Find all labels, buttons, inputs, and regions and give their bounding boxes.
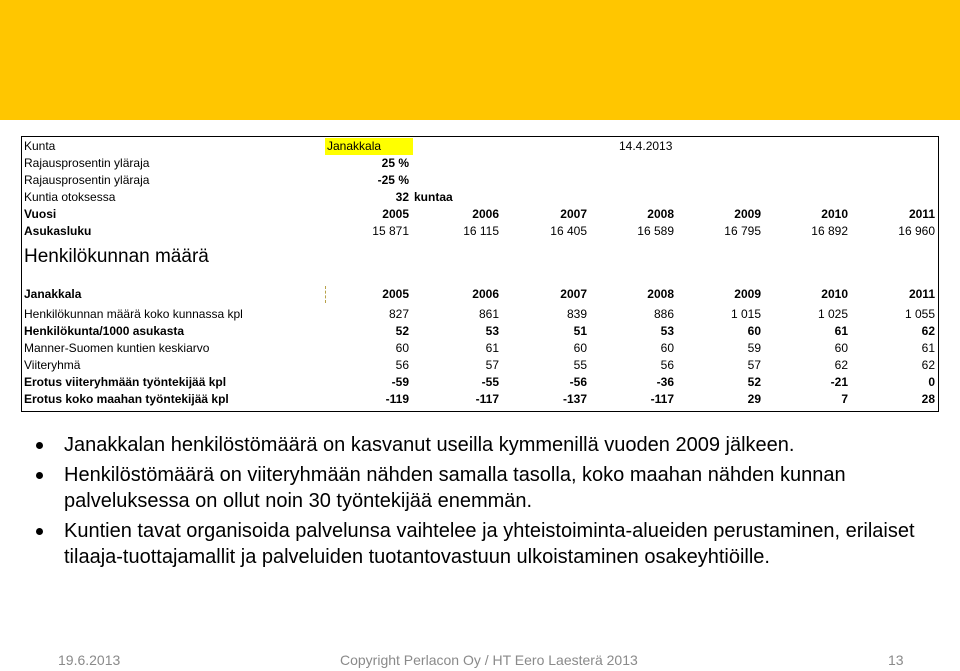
row-cell: -36 <box>656 375 674 389</box>
row-cell: 62 <box>921 358 935 372</box>
table-header-year: 2010 <box>821 287 848 301</box>
asukasluku-cell: 16 795 <box>724 224 761 238</box>
table-header-year: 2007 <box>560 287 587 301</box>
vuosi-cell: 2011 <box>908 207 935 221</box>
table-header-year: 2011 <box>908 287 935 301</box>
vuosi-cell: 2005 <box>382 207 409 221</box>
row-label: Henkilökunta/1000 asukasta <box>24 324 185 338</box>
bullet-item <box>36 462 936 514</box>
asukasluku-cell: 16 115 <box>463 224 499 238</box>
vuosi-cell: 2007 <box>560 207 587 221</box>
bullet-dot-icon <box>36 472 43 479</box>
row-cell: 52 <box>395 324 409 338</box>
row-cell: 61 <box>921 341 935 355</box>
row-cell: 1 055 <box>904 307 935 321</box>
kunta-value: Janakkala <box>325 138 413 155</box>
row-cell: 60 <box>573 341 587 355</box>
lower-limit-value: -25 % <box>377 173 409 187</box>
row-cell: 839 <box>566 307 587 321</box>
row-cell: 29 <box>747 392 761 406</box>
row-cell: 52 <box>747 375 761 389</box>
row-cell: -55 <box>481 375 499 389</box>
date-value: 14.4.2013 <box>619 139 673 153</box>
upper-limit-label: Rajausprosentin yläraja <box>24 156 150 170</box>
row-cell: -59 <box>391 375 409 389</box>
row-cell: 60 <box>834 341 848 355</box>
table-row <box>22 340 938 357</box>
row-cell: 57 <box>747 358 761 372</box>
row-cell: 61 <box>834 324 848 338</box>
asukasluku-cell: 16 405 <box>550 224 587 238</box>
sample-suffix: kuntaa <box>414 190 453 204</box>
upper-limit-value: 25 % <box>381 156 409 170</box>
bullet-dot-icon <box>36 442 43 449</box>
table-header-year: 2009 <box>734 287 761 301</box>
footer-copyright: Copyright Perlacon Oy / HT Eero Laesterä 2013 <box>340 652 638 668</box>
table-header-year: 2006 <box>472 287 499 301</box>
row-cell: 0 <box>928 375 935 389</box>
vuosi-cell: 2008 <box>647 207 674 221</box>
vuosi-row <box>22 206 938 223</box>
bullet-list <box>36 432 936 574</box>
title-band <box>0 0 960 120</box>
row-cell: 60 <box>747 324 761 338</box>
row-cell: 53 <box>485 324 499 338</box>
row-cell: 55 <box>573 358 587 372</box>
sample-row <box>22 189 938 206</box>
row-label: Erotus koko maahan työntekijää kpl <box>24 392 229 406</box>
row-cell: 7 <box>841 392 848 406</box>
spreadsheet-table <box>21 136 939 412</box>
kunta-row <box>22 138 938 155</box>
row-cell: 1 025 <box>817 307 848 321</box>
asukasluku-cell: 15 871 <box>372 224 409 238</box>
row-label: Manner-Suomen kuntien keskiarvo <box>24 341 210 355</box>
bullet-item <box>36 518 936 570</box>
row-cell: 886 <box>653 307 674 321</box>
section-title: Henkilökunnan määrä <box>24 246 209 267</box>
vuosi-label: Vuosi <box>24 207 57 221</box>
asukasluku-cell: 16 892 <box>811 224 848 238</box>
table-header-row <box>22 286 938 303</box>
table-row <box>22 306 938 323</box>
row-cell: -119 <box>385 392 409 406</box>
bullet-text: Kuntien tavat organisoida palvelunsa vaihtelee ja yhteistoiminta-alueiden perustaminen, erilaiset tilaaja-tuottajamallit ja palveluiden tuotantovastuun ulkoistaminen osakeyhtiöille. <box>64 520 915 568</box>
table-header-year: 2005 <box>382 287 409 301</box>
row-cell: 56 <box>660 358 674 372</box>
row-cell: -137 <box>562 392 587 406</box>
footer <box>0 652 960 670</box>
asukasluku-cell: 16 960 <box>898 224 935 238</box>
row-cell: -21 <box>830 375 848 389</box>
sample-value: 32 <box>395 190 409 204</box>
asukasluku-row <box>22 223 938 240</box>
row-label: Henkilökunnan määrä koko kunnassa kpl <box>24 307 243 321</box>
row-cell: -117 <box>475 392 499 406</box>
row-label: Erotus viiteryhmään työntekijää kpl <box>24 375 227 389</box>
upper-limit-row <box>22 155 938 172</box>
row-cell: 861 <box>478 307 499 321</box>
row-cell: 57 <box>485 358 499 372</box>
vuosi-cell: 2010 <box>821 207 848 221</box>
bullet-item <box>36 432 936 458</box>
table-row <box>22 391 938 408</box>
table-row <box>22 374 938 391</box>
table-row <box>22 357 938 374</box>
bullet-text: Henkilöstömäärä on viiteryhmään nähden samalla tasolla, koko maahan nähden kunnan palveluksessa on ollut noin 30 työntekijää enemmän. <box>64 464 846 512</box>
table-row <box>22 323 938 340</box>
footer-date: 19.6.2013 <box>58 652 121 668</box>
vuosi-cell: 2009 <box>734 207 761 221</box>
row-cell: 827 <box>388 307 409 321</box>
bullet-dot-icon <box>36 528 43 535</box>
row-cell: -117 <box>650 392 674 406</box>
row-cell: 60 <box>660 341 674 355</box>
bullet-text: Janakkalan henkilöstömäärä on kasvanut useilla kymmenillä vuoden 2009 jälkeen. <box>64 434 795 456</box>
row-cell: 1 015 <box>730 307 761 321</box>
kunta-label: Kunta <box>24 139 56 153</box>
sample-label: Kuntia otoksessa <box>24 190 116 204</box>
row-cell: 59 <box>747 341 761 355</box>
header-divider <box>325 286 326 303</box>
lower-limit-label: Rajausprosentin yläraja <box>24 173 150 187</box>
row-cell: 60 <box>395 341 409 355</box>
row-cell: 61 <box>485 341 499 355</box>
row-cell: 62 <box>834 358 848 372</box>
asukasluku-cell: 16 589 <box>637 224 674 238</box>
row-label: Viiteryhmä <box>24 358 81 372</box>
row-cell: 53 <box>660 324 674 338</box>
table-header-year: 2008 <box>647 287 674 301</box>
table-header-label: Janakkala <box>24 287 82 301</box>
lower-limit-row <box>22 172 938 189</box>
row-cell: 56 <box>395 358 409 372</box>
row-cell: 51 <box>573 324 587 338</box>
row-cell: 62 <box>921 324 935 338</box>
footer-page-number: 13 <box>888 652 904 668</box>
row-cell: -56 <box>569 375 587 389</box>
asukasluku-label: Asukasluku <box>24 224 92 238</box>
row-cell: 28 <box>921 392 935 406</box>
vuosi-cell: 2006 <box>472 207 499 221</box>
